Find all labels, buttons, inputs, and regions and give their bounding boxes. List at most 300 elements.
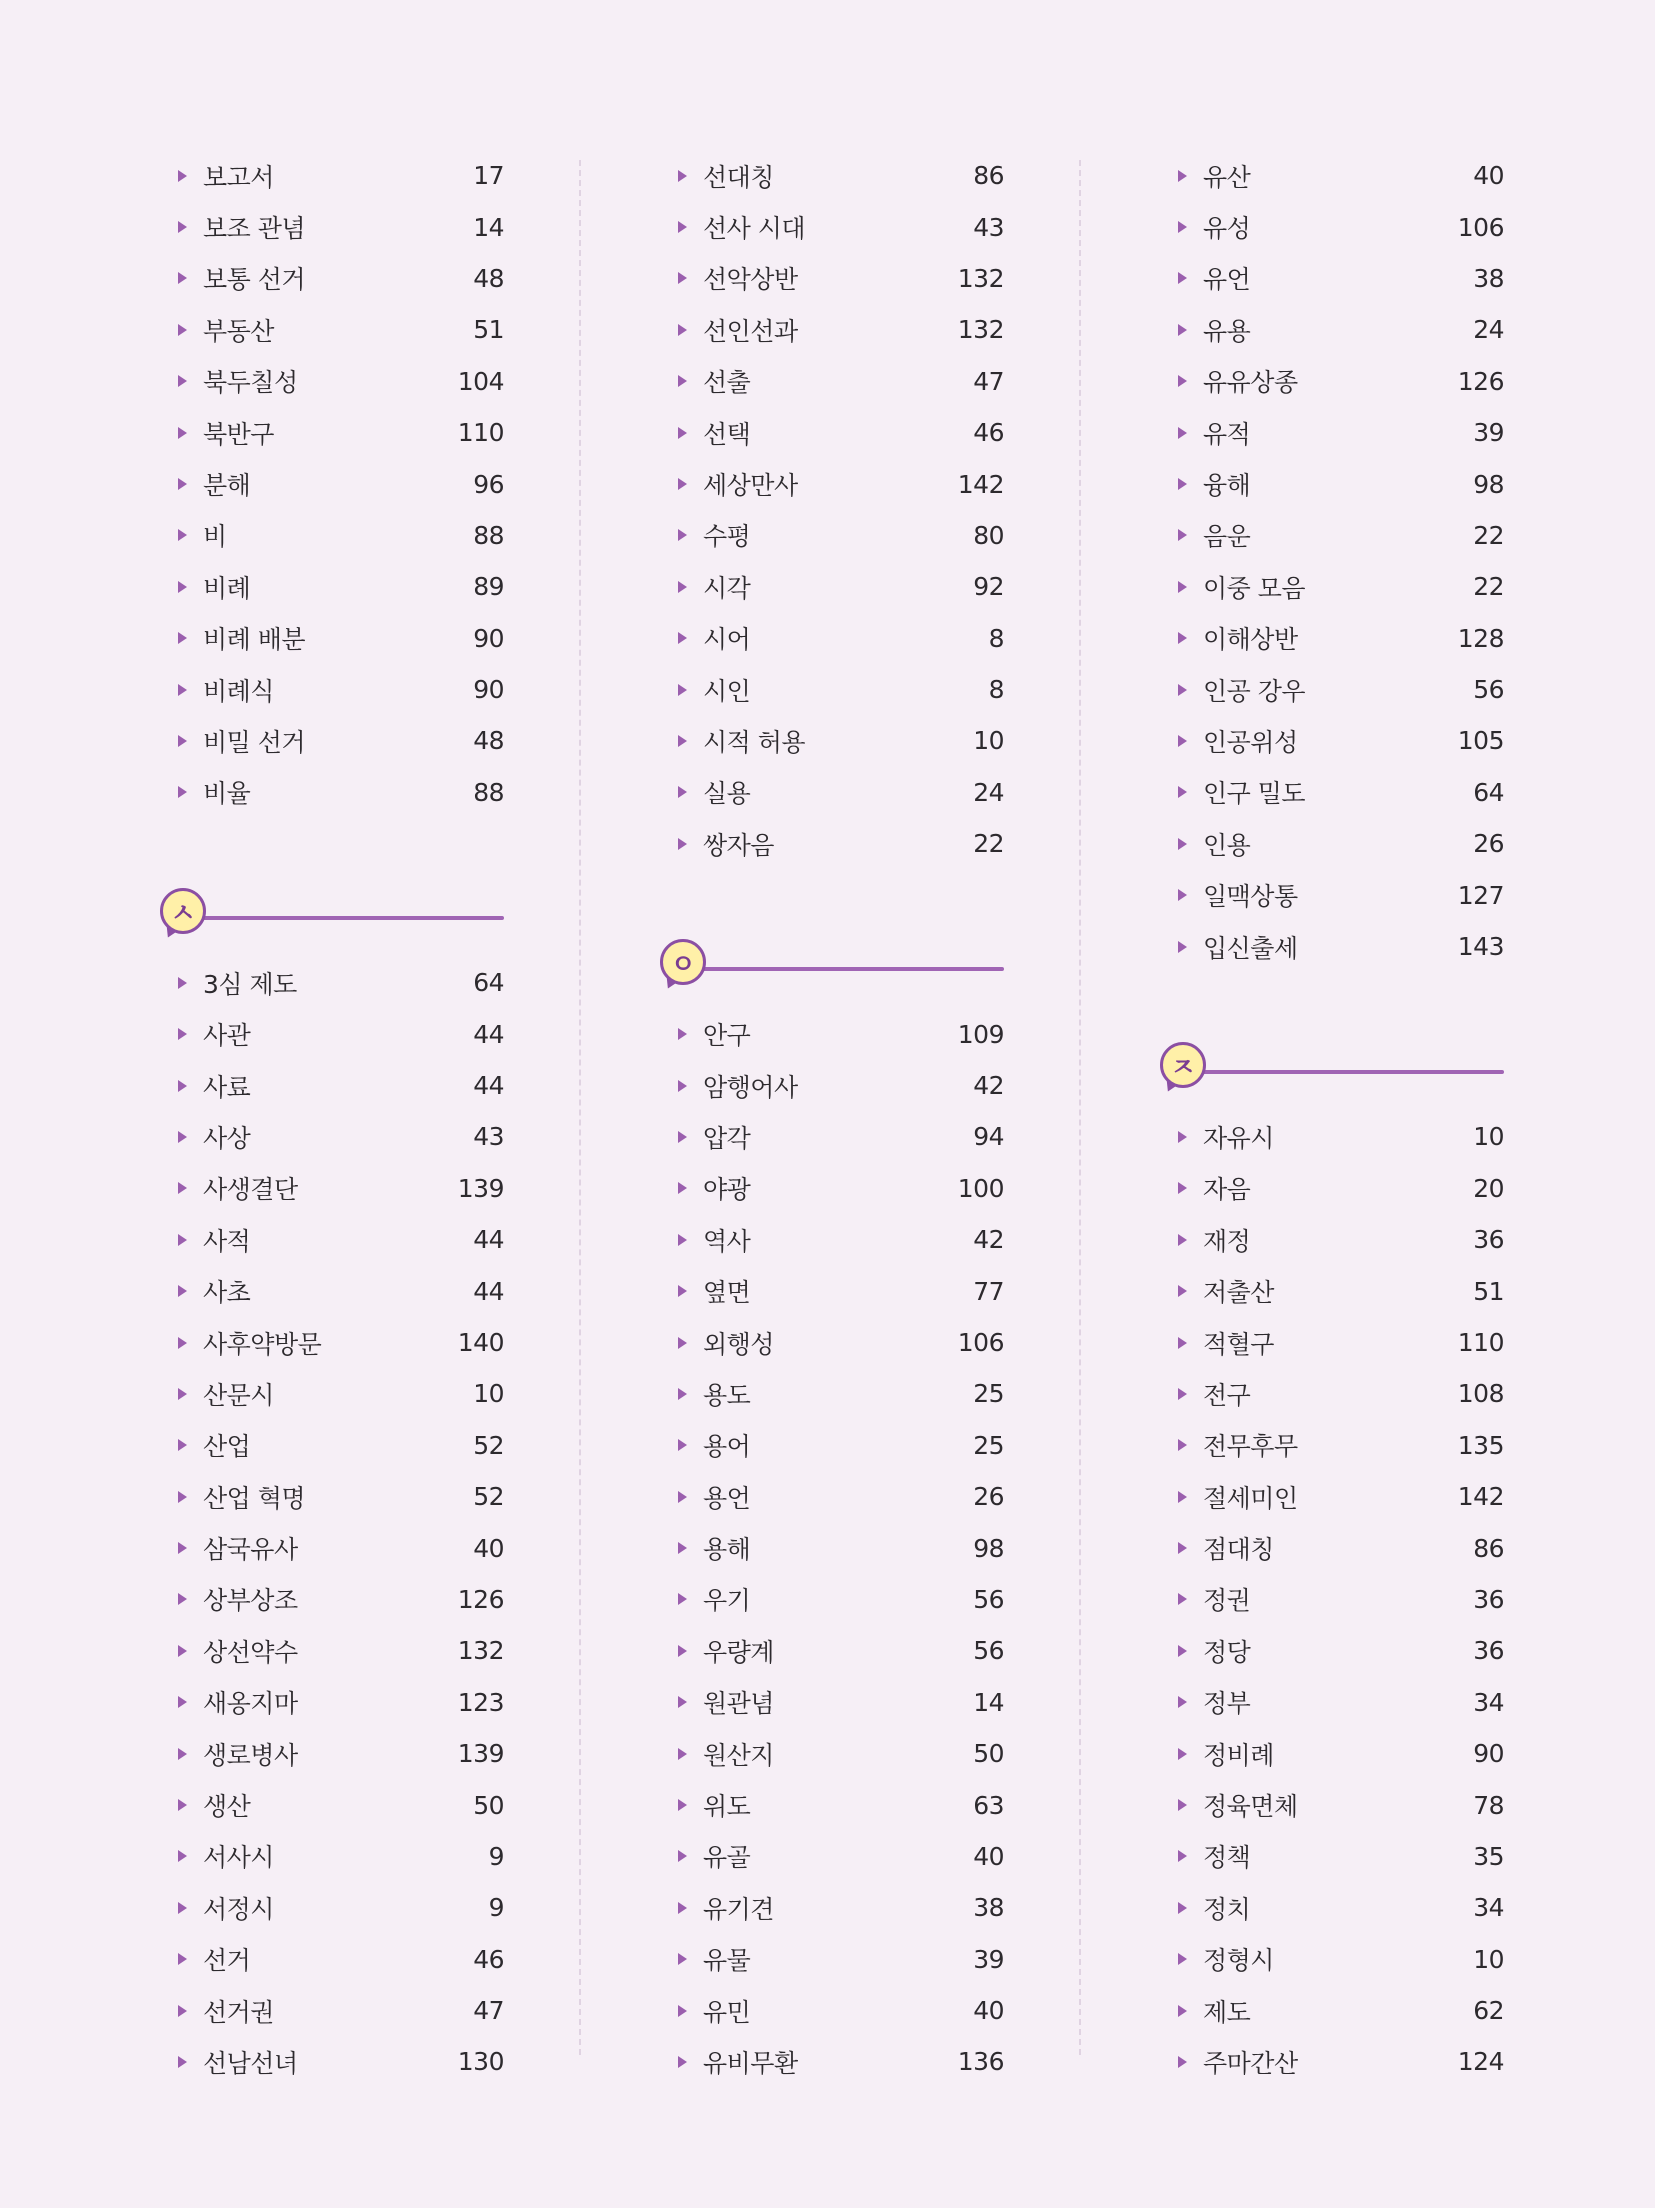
index-entry [174, 613, 504, 664]
index-term: 유골 [703, 1843, 751, 1873]
index-term: 압각 [703, 1123, 751, 1153]
section-letter-bubble: ㅅ [160, 888, 206, 934]
triangle-bullet-icon [178, 1799, 187, 1811]
page-number: 135 [1457, 1430, 1504, 1460]
page-number: 96 [473, 469, 504, 499]
triangle-bullet-icon [178, 529, 187, 541]
index-term: 상선약수 [203, 1637, 298, 1667]
index-entry [1174, 561, 1504, 612]
triangle-bullet-icon [1178, 2056, 1187, 2068]
triangle-bullet-icon [178, 1388, 187, 1400]
page-number: 109 [957, 1019, 1004, 1049]
triangle-bullet-icon [1178, 221, 1187, 233]
triangle-bullet-icon [178, 427, 187, 439]
index-entry [674, 1471, 1004, 1522]
triangle-bullet-icon [678, 427, 687, 439]
column-separator [1079, 160, 1081, 2055]
index-term: 사초 [203, 1278, 251, 1308]
page-number: 126 [1457, 366, 1504, 396]
triangle-bullet-icon [678, 632, 687, 644]
index-term: 이중 모음 [1203, 573, 1306, 603]
page-number: 132 [957, 315, 1004, 345]
page-number: 42 [973, 1225, 1004, 1255]
index-entry [174, 767, 504, 818]
page-number: 26 [1473, 829, 1504, 859]
index-term: 세상만사 [703, 471, 798, 501]
index-entry [674, 1934, 1004, 1985]
index-entry [174, 1831, 504, 1882]
triangle-bullet-icon [678, 581, 687, 593]
index-entry [674, 1265, 1004, 1316]
triangle-bullet-icon [678, 375, 687, 387]
index-entry [1174, 407, 1504, 458]
index-entry [1174, 1317, 1504, 1368]
page-number: 38 [1473, 263, 1504, 293]
page-number: 40 [1473, 161, 1504, 191]
index-term: 유산 [1203, 162, 1251, 192]
index-entry [1174, 150, 1504, 201]
triangle-bullet-icon [178, 1645, 187, 1657]
triangle-bullet-icon [178, 1593, 187, 1605]
triangle-bullet-icon [178, 1439, 187, 1451]
triangle-bullet-icon [178, 1542, 187, 1554]
index-entry [1174, 869, 1504, 920]
page-number: 14 [473, 212, 504, 242]
index-entry [1174, 1831, 1504, 1882]
page-number: 94 [973, 1122, 1004, 1152]
triangle-bullet-icon [678, 2056, 687, 2068]
index-entry [174, 1574, 504, 1625]
index-term: 절세미인 [1203, 1483, 1298, 1513]
page-number: 24 [1473, 315, 1504, 345]
index-term: 암행어사 [703, 1072, 798, 1102]
page-number: 40 [473, 1533, 504, 1563]
index-entry [674, 1522, 1004, 1573]
triangle-bullet-icon [678, 2005, 687, 2017]
page-number: 43 [473, 1122, 504, 1152]
index-term: 유용 [1203, 316, 1251, 346]
index-term: 인공위성 [1203, 727, 1298, 757]
index-column-3 [1170, 150, 1504, 2088]
index-term: 유언 [1203, 265, 1251, 295]
triangle-bullet-icon [678, 1748, 687, 1760]
triangle-bullet-icon [1178, 1388, 1187, 1400]
section-letter-bubble: ㅇ [660, 939, 706, 985]
triangle-bullet-icon [178, 324, 187, 336]
index-term: 선인선과 [703, 316, 798, 346]
page-number: 63 [973, 1790, 1004, 1820]
index-term: 적혈구 [1203, 1329, 1274, 1359]
page-number: 90 [473, 623, 504, 653]
section-header [1170, 1008, 1504, 1111]
page-number: 24 [973, 777, 1004, 807]
index-entry [174, 1317, 504, 1368]
index-term: 산업 혁명 [203, 1483, 306, 1513]
index-term: 시어 [703, 625, 751, 655]
triangle-bullet-icon [678, 170, 687, 182]
index-entry [1174, 1728, 1504, 1779]
page-number: 35 [1473, 1841, 1504, 1871]
index-term: 입신출세 [1203, 933, 1298, 963]
index-term: 수평 [703, 522, 751, 552]
page-number: 100 [957, 1173, 1004, 1203]
page-number: 36 [1473, 1225, 1504, 1255]
index-term: 유민 [703, 1997, 751, 2027]
index-entry [674, 1677, 1004, 1728]
index-entry [674, 201, 1004, 252]
triangle-bullet-icon [178, 684, 187, 696]
triangle-bullet-icon [1178, 941, 1187, 953]
page-number: 126 [457, 1584, 504, 1614]
index-term: 비밀 선거 [203, 727, 306, 757]
index-term: 정비례 [1203, 1740, 1274, 1770]
page-number: 25 [973, 1379, 1004, 1409]
index-entry [174, 1111, 504, 1162]
index-entry [674, 2036, 1004, 2087]
index-term: 생로병사 [203, 1740, 298, 1770]
index-term: 선대칭 [703, 162, 774, 192]
index-entry [1174, 1522, 1504, 1573]
page-number: 25 [973, 1430, 1004, 1460]
index-entry [174, 664, 504, 715]
page-number: 10 [1473, 1122, 1504, 1152]
page-number: 22 [1473, 572, 1504, 602]
triangle-bullet-icon [678, 1645, 687, 1657]
index-entry [1174, 1574, 1504, 1625]
triangle-bullet-icon [178, 1285, 187, 1297]
page-number: 36 [1473, 1584, 1504, 1614]
triangle-bullet-icon [1178, 735, 1187, 747]
page-number: 89 [473, 572, 504, 602]
index-entry [674, 407, 1004, 458]
triangle-bullet-icon [1178, 375, 1187, 387]
page-number: 38 [973, 1893, 1004, 1923]
page-number: 44 [473, 1276, 504, 1306]
page-number: 34 [1473, 1893, 1504, 1923]
page-number: 110 [1457, 1328, 1504, 1357]
index-entry [674, 818, 1004, 869]
page-number: 56 [1473, 675, 1504, 705]
index-term: 사관 [203, 1021, 251, 1051]
index-entry [174, 561, 504, 612]
triangle-bullet-icon [1178, 1285, 1187, 1297]
page-number: 44 [473, 1225, 504, 1255]
section-header [670, 905, 1004, 1008]
index-entry [174, 458, 504, 509]
page-number: 78 [1473, 1790, 1504, 1820]
index-term: 정육면체 [1203, 1792, 1298, 1822]
page-number: 9 [488, 1893, 504, 1923]
triangle-bullet-icon [178, 1491, 187, 1503]
page-number: 140 [457, 1328, 504, 1357]
index-entry [1174, 1677, 1504, 1728]
page-number: 8 [988, 623, 1004, 653]
page-number: 104 [457, 366, 504, 396]
index-term: 분해 [203, 471, 251, 501]
triangle-bullet-icon [1178, 272, 1187, 284]
index-term: 유성 [1203, 214, 1251, 244]
page-number: 22 [1473, 520, 1504, 550]
index-column-2 [670, 150, 1004, 2088]
page-number: 20 [1473, 1173, 1504, 1203]
triangle-bullet-icon [1178, 1850, 1187, 1862]
page-number: 22 [973, 829, 1004, 859]
index-entry [1174, 510, 1504, 561]
index-entry [674, 458, 1004, 509]
triangle-bullet-icon [178, 1080, 187, 1092]
page-number: 44 [473, 1019, 504, 1049]
triangle-bullet-icon [178, 1902, 187, 1914]
page-number: 106 [1457, 212, 1504, 242]
index-entry [1174, 921, 1504, 972]
index-term: 위도 [703, 1792, 751, 1822]
index-entry [674, 1831, 1004, 1882]
triangle-bullet-icon [178, 632, 187, 644]
index-term: 비 [203, 522, 227, 552]
index-term: 서정시 [203, 1894, 274, 1924]
page-number: 90 [473, 675, 504, 705]
page-number: 127 [1457, 880, 1504, 910]
index-entry [174, 1368, 504, 1419]
index-term: 부동산 [203, 316, 274, 346]
page-number: 62 [1473, 1996, 1504, 2026]
index-entry [674, 1420, 1004, 1471]
triangle-bullet-icon [678, 684, 687, 696]
page-number: 110 [457, 418, 504, 448]
index-term: 옆면 [703, 1278, 751, 1308]
index-term: 인공 강우 [1203, 676, 1306, 706]
index-entry [174, 1779, 504, 1830]
triangle-bullet-icon [1178, 1337, 1187, 1349]
index-entry [674, 1625, 1004, 1676]
index-entry [674, 510, 1004, 561]
triangle-bullet-icon [678, 1593, 687, 1605]
index-entry [674, 561, 1004, 612]
index-entry [174, 715, 504, 766]
index-term: 이해상반 [1203, 625, 1298, 655]
index-entry [674, 613, 1004, 664]
section-letter-bubble: ㅈ [1160, 1042, 1206, 1088]
triangle-bullet-icon [1178, 1645, 1187, 1657]
index-entry [174, 1060, 504, 1111]
triangle-bullet-icon [1178, 1953, 1187, 1965]
index-entry [674, 1574, 1004, 1625]
index-term: 3심 제도 [203, 969, 297, 999]
index-entry [1174, 458, 1504, 509]
index-entry [174, 356, 504, 407]
page-number: 143 [1457, 932, 1504, 962]
index-entry [1174, 767, 1504, 818]
index-entry [174, 1985, 504, 2036]
page-number: 139 [457, 1739, 504, 1769]
page-number: 42 [973, 1071, 1004, 1101]
triangle-bullet-icon [178, 1696, 187, 1708]
index-entry [174, 1728, 504, 1779]
index-entry [174, 201, 504, 252]
triangle-bullet-icon [678, 1850, 687, 1862]
triangle-bullet-icon [678, 1080, 687, 1092]
index-entry [174, 1677, 504, 1728]
index-entry [1174, 1882, 1504, 1933]
triangle-bullet-icon [1178, 581, 1187, 593]
index-column-1 [170, 150, 504, 2088]
index-term: 산문시 [203, 1380, 274, 1410]
page-number: 44 [473, 1071, 504, 1101]
index-term: 정책 [1203, 1843, 1251, 1873]
index-entry [174, 1214, 504, 1265]
triangle-bullet-icon [178, 478, 187, 490]
page-number: 26 [973, 1482, 1004, 1512]
triangle-bullet-icon [178, 1337, 187, 1349]
page-number: 56 [973, 1584, 1004, 1614]
index-entry [174, 1163, 504, 1214]
triangle-bullet-icon [678, 324, 687, 336]
index-entry [1174, 1368, 1504, 1419]
index-entry [674, 1214, 1004, 1265]
index-entry [674, 1985, 1004, 2036]
index-term: 북반구 [203, 419, 274, 449]
index-entry [174, 1265, 504, 1316]
page-number: 124 [1457, 2047, 1504, 2077]
index-term: 일맥상통 [1203, 882, 1298, 912]
index-entry [1174, 818, 1504, 869]
index-term: 안구 [703, 1021, 751, 1051]
index-entry [174, 2036, 504, 2087]
section-divider-line [692, 967, 1004, 971]
page-number: 136 [957, 2047, 1004, 2077]
index-term: 비례식 [203, 676, 274, 706]
page-number: 139 [457, 1173, 504, 1203]
index-entry [1174, 664, 1504, 715]
index-term: 실용 [703, 779, 751, 809]
section-header [170, 854, 504, 957]
triangle-bullet-icon [178, 786, 187, 798]
index-term: 보통 선거 [203, 265, 306, 295]
triangle-bullet-icon [178, 1131, 187, 1143]
page-number: 86 [1473, 1533, 1504, 1563]
triangle-bullet-icon [178, 2056, 187, 2068]
triangle-bullet-icon [178, 1748, 187, 1760]
index-entry [674, 664, 1004, 715]
index-entry [674, 253, 1004, 304]
index-term: 전구 [1203, 1380, 1251, 1410]
page-number: 142 [1457, 1482, 1504, 1512]
index-entry [1174, 1214, 1504, 1265]
index-term: 쌍자음 [703, 830, 774, 860]
page-number: 77 [973, 1276, 1004, 1306]
triangle-bullet-icon [678, 1388, 687, 1400]
index-entry [1174, 1934, 1504, 1985]
page-number: 92 [973, 572, 1004, 602]
page-number: 51 [473, 315, 504, 345]
index-entry [674, 1111, 1004, 1162]
triangle-bullet-icon [678, 1182, 687, 1194]
index-term: 보고서 [203, 162, 274, 192]
page-number: 46 [973, 418, 1004, 448]
index-term: 정부 [1203, 1689, 1251, 1719]
index-term: 새옹지마 [203, 1689, 298, 1719]
index-entry [1174, 201, 1504, 252]
triangle-bullet-icon [678, 786, 687, 798]
triangle-bullet-icon [1178, 1439, 1187, 1451]
section-divider-line [192, 916, 504, 920]
page-number: 14 [973, 1687, 1004, 1717]
index-entry [674, 1368, 1004, 1419]
index-term: 선악상반 [703, 265, 798, 295]
triangle-bullet-icon [678, 1234, 687, 1246]
page-number: 8 [988, 675, 1004, 705]
page-number: 105 [1457, 726, 1504, 756]
index-term: 보조 관념 [203, 214, 306, 244]
page-number: 36 [1473, 1636, 1504, 1666]
index-entry [1174, 715, 1504, 766]
index-entry [174, 1471, 504, 1522]
triangle-bullet-icon [178, 1028, 187, 1040]
index-entry [1174, 1163, 1504, 1214]
triangle-bullet-icon [1178, 1902, 1187, 1914]
index-term: 상부상조 [203, 1586, 298, 1616]
page-number: 142 [957, 469, 1004, 499]
index-term: 우기 [703, 1586, 751, 1616]
triangle-bullet-icon [178, 581, 187, 593]
index-entry [1174, 253, 1504, 304]
index-term: 유적 [1203, 419, 1251, 449]
index-term: 사상 [203, 1123, 251, 1153]
index-entry [1174, 2036, 1504, 2087]
index-term: 융해 [1203, 471, 1251, 501]
index-term: 시인 [703, 676, 751, 706]
index-term: 비율 [203, 779, 251, 809]
index-entry [1174, 1779, 1504, 1830]
triangle-bullet-icon [1178, 889, 1187, 901]
index-term: 재정 [1203, 1226, 1251, 1256]
index-term: 용해 [703, 1535, 751, 1565]
index-term: 유기견 [703, 1894, 774, 1924]
triangle-bullet-icon [1178, 786, 1187, 798]
triangle-bullet-icon [1178, 1542, 1187, 1554]
column-separator [579, 160, 581, 2055]
triangle-bullet-icon [1178, 324, 1187, 336]
triangle-bullet-icon [178, 272, 187, 284]
index-term: 외행성 [703, 1329, 774, 1359]
index-term: 정치 [1203, 1894, 1251, 1924]
triangle-bullet-icon [1178, 1131, 1187, 1143]
index-term: 저출산 [1203, 1278, 1274, 1308]
triangle-bullet-icon [1178, 838, 1187, 850]
index-entry [1174, 356, 1504, 407]
triangle-bullet-icon [1178, 1182, 1187, 1194]
index-term: 우량계 [703, 1637, 774, 1667]
index-term: 정권 [1203, 1586, 1251, 1616]
index-entry [674, 1060, 1004, 1111]
index-term: 시각 [703, 573, 751, 603]
index-entry [174, 1625, 504, 1676]
index-entry [1174, 1985, 1504, 2036]
index-entry [1174, 613, 1504, 664]
triangle-bullet-icon [678, 1491, 687, 1503]
index-entry [674, 1728, 1004, 1779]
index-term: 사료 [203, 1072, 251, 1102]
index-entry [1174, 1265, 1504, 1316]
page-number: 40 [973, 1996, 1004, 2026]
index-entry [674, 150, 1004, 201]
triangle-bullet-icon [678, 221, 687, 233]
triangle-bullet-icon [678, 1028, 687, 1040]
index-entry [174, 1008, 504, 1059]
index-term: 용어 [703, 1432, 751, 1462]
page-number: 90 [1473, 1739, 1504, 1769]
page-number: 50 [473, 1790, 504, 1820]
